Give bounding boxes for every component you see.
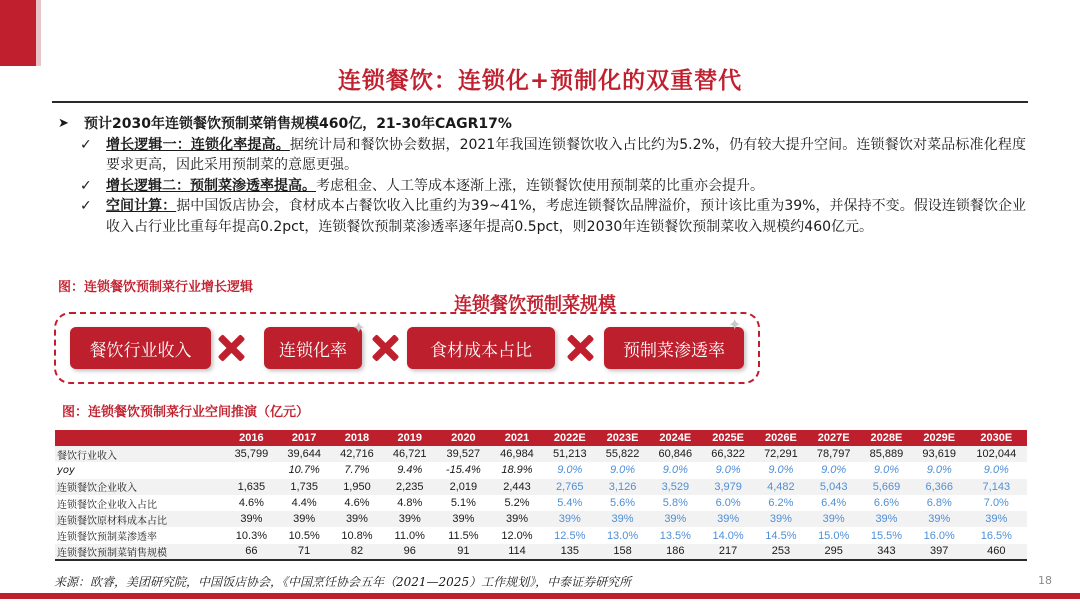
sub-bullet-growth-logic-1 (58, 135, 1026, 176)
forecast-table (55, 430, 1027, 561)
row-label: 连锁餐饮企业收入占比 (57, 499, 157, 511)
table-cell: 82 (331, 544, 384, 560)
table-cell: 3,979 (702, 479, 755, 495)
table-cell: 14.5% (765, 529, 797, 542)
year-header-cell: 2019 (383, 430, 436, 446)
table-cell: 7.0% (983, 497, 1009, 510)
bullet-list (58, 114, 1026, 237)
row-label: yoy (57, 464, 75, 476)
table-cell: 5,043 (807, 479, 860, 495)
table-cell: 39% (225, 511, 278, 527)
row-label: 连锁餐饮原材料成本占比 (55, 511, 225, 527)
table-cell: 10.5% (288, 529, 320, 542)
main-bullet-text: 预计2030年连锁餐饮预制菜销售规模460亿，21-30年CAGR17% (84, 116, 512, 132)
table-cell: 102,044 (966, 446, 1027, 462)
table-row (55, 446, 1027, 462)
year-header-cell: 2027E (807, 430, 860, 446)
table-cell: 18.9% (501, 464, 533, 477)
table-cell: 343 (860, 544, 913, 560)
year-header-cell: 2021 (491, 430, 544, 446)
table-cell: 4.4% (291, 497, 317, 510)
table-cell: 9.0% (873, 464, 899, 477)
table-cell: 78,797 (807, 446, 860, 462)
table-row (55, 511, 1027, 527)
year-header-cell: 2022E (543, 430, 596, 446)
table-cell: 39% (649, 511, 702, 527)
table-cell: 16.0% (923, 529, 955, 542)
table-cell: 12.0% (501, 529, 533, 542)
sub-bullet-lead: 空间计算： (106, 198, 177, 214)
checkmark-icon: ✓ (80, 198, 92, 214)
table-cell: 5.8% (662, 497, 688, 510)
table-cell: 2,235 (383, 479, 436, 495)
table-row (55, 479, 1027, 495)
year-header-cell: 2029E (913, 430, 966, 446)
table-cell: 46,721 (383, 446, 436, 462)
factor-chain-rate: 连锁化率 (264, 327, 362, 369)
table-cell: 158 (596, 544, 649, 560)
arrow-bullet-icon: ➤ (58, 116, 69, 131)
table-cell: 6.6% (873, 497, 899, 510)
table-cell: 13.5% (659, 529, 691, 542)
table-cell: 10.8% (341, 529, 373, 542)
table-cell: 39% (913, 511, 966, 527)
table-row (55, 527, 1027, 543)
table-cell: 2,443 (491, 479, 544, 495)
figure1-caption: 图：连锁餐饮预制菜行业增长逻辑 (58, 280, 254, 295)
table-cell: 295 (807, 544, 860, 560)
table-cell: 39% (436, 511, 490, 527)
table-cell: 9.4% (397, 464, 423, 477)
year-header-cell: 2026E (755, 430, 808, 446)
year-header-cell: 2023E (596, 430, 649, 446)
slide-title: 连锁餐饮：连锁化+预制化的双重替代 (337, 68, 743, 94)
sub-bullet-lead: 增长逻辑一：连锁化率提高。 (106, 136, 290, 153)
table-body (55, 446, 1027, 560)
table-cell: 6.4% (821, 497, 847, 510)
table-cell: 39% (807, 511, 860, 527)
figure2-caption: 图：连锁餐饮预制菜行业空间推演（亿元） (62, 405, 310, 420)
table-cell: 60,846 (649, 446, 702, 462)
row-label: 餐饮行业收入 (55, 446, 225, 462)
year-header-cell: 2025E (702, 430, 755, 446)
table-cell: 55,822 (596, 446, 649, 462)
table-cell: 1,735 (278, 479, 331, 495)
multiply-icon (217, 335, 245, 361)
table-cell: 15.0% (818, 529, 850, 542)
table-cell: 66 (225, 544, 278, 560)
sub-bullet-text: 据统计局和餐饮协会数据，2021年我国连锁餐饮收入占比约为5.2%，仍有较大提升空间。连锁餐饮对菜品标准化程度要求更高，因此采用预制菜的意愿更强。 (106, 136, 1026, 173)
year-header-cell: 2020 (436, 430, 490, 446)
row-label: 连锁餐饮预制菜销售规模 (55, 544, 225, 560)
table-cell: 91 (436, 544, 490, 560)
table-row (55, 544, 1027, 560)
source-note: 来源：欧睿，美团研究院，中国饭店协会，《中国烹饪协会五年（2021—2025）工作规划》，中泰证券研究所 (54, 575, 632, 589)
sub-bullet-text: 考虑租金、人工等成本逐渐上涨，连锁餐饮使用预制菜的比重亦会提升。 (316, 177, 764, 194)
table-cell: 4.8% (397, 497, 423, 510)
table-cell: 1,950 (331, 479, 384, 495)
formula-heading: 连锁餐饮预制菜规模 (454, 294, 616, 315)
table-cell: 135 (543, 544, 596, 560)
table-row (55, 462, 1027, 478)
table-cell: 39% (860, 511, 913, 527)
table-cell: 9.0% (768, 464, 794, 477)
year-header-cell: 2016 (225, 430, 278, 446)
table-cell: 13.0% (606, 529, 639, 542)
table-cell: 5.6% (610, 497, 636, 510)
year-header-cell: 2024E (649, 430, 702, 446)
table-cell: 39,644 (278, 446, 331, 462)
table-cell: 460 (966, 544, 1027, 560)
table-cell: 186 (649, 544, 702, 560)
table-cell: 9.0% (983, 464, 1009, 477)
table-cell: 11.0% (394, 529, 425, 542)
table-cell: 39% (278, 511, 331, 527)
checkmark-icon: ✓ (80, 136, 92, 153)
table-cell: 39% (543, 511, 596, 527)
table-cell: 39% (966, 511, 1027, 527)
table-cell: 96 (383, 544, 436, 560)
table-cell: 2,765 (543, 479, 596, 495)
table-cell: 5.2% (504, 497, 530, 510)
table-cell: 66,322 (702, 446, 755, 462)
table-cell: 9.0% (557, 464, 583, 477)
sub-bullet-growth-logic-2 (58, 176, 1026, 197)
multiply-icon (566, 335, 594, 361)
table-cell: 5.4% (557, 497, 583, 510)
multiply-icon (371, 335, 399, 361)
year-header-cell: 2017 (278, 430, 331, 446)
table-cell: 7.7% (344, 464, 370, 477)
table-cell: 9.0% (715, 464, 741, 477)
table-cell: 35,799 (225, 446, 278, 462)
table-cell: 217 (702, 544, 755, 560)
table-cell: 4,482 (755, 479, 808, 495)
table-cell: 42,716 (331, 446, 384, 462)
table-cell: 14.0% (712, 529, 744, 542)
table-cell: 6,366 (913, 479, 966, 495)
table-cell: -15.4% (445, 464, 481, 477)
table-cell: 71 (278, 544, 331, 560)
sub-bullet-lead: 增长逻辑二：预制菜渗透率提高。 (106, 177, 316, 194)
table-cell: 16.5% (980, 529, 1012, 542)
table-cell: 114 (491, 544, 544, 560)
table-cell: 39% (383, 511, 436, 527)
sub-bullet-space-calc (58, 196, 1026, 237)
table-cell: 9.0% (926, 464, 952, 477)
sparkle-icon: ✦ (352, 318, 366, 337)
factor-restaurant-revenue: 餐饮行业收入 (70, 327, 211, 369)
row-label: 连锁餐饮预制菜渗透率 (57, 532, 157, 544)
sub-bullet-text: 据中国饭店协会，食材成本占餐饮收入比重约为39~41%，考虑连锁餐饮品牌溢价，预计该比重为39%，并保持不变。假设连锁餐饮企业收入占行业比重每年提高0.2pct，连锁餐饮预制菜渗透率逐年提高0.5pct，则2030年连锁餐饮预制菜收入规模约460亿元。 (106, 198, 1026, 235)
table-cell: 2,019 (436, 479, 490, 495)
table-cell: 10.7% (288, 464, 320, 477)
table-cell: 1,635 (225, 479, 278, 495)
year-header-cell: 2018 (331, 430, 384, 446)
header-corner-cell (55, 430, 225, 446)
table-cell: 6.8% (926, 497, 952, 510)
checkmark-icon: ✓ (80, 177, 92, 194)
factor-prepared-food-penetration: 预制菜渗透率 (604, 327, 744, 369)
table-header-row (55, 430, 1027, 446)
year-header-cell: 2030E (966, 430, 1027, 446)
table-cell: 10.3% (235, 529, 267, 542)
bottom-accent-bar (0, 593, 1080, 599)
table-cell: 93,619 (913, 446, 966, 462)
table-cell: 4.6% (344, 497, 370, 510)
table-cell: 72,291 (755, 446, 808, 462)
table-cell: 46,984 (491, 446, 544, 462)
table-cell: 12.5% (554, 529, 586, 542)
table-cell: 3,126 (596, 479, 649, 495)
table-row (55, 495, 1027, 511)
row-label: 连锁餐饮企业收入 (55, 479, 225, 495)
table-cell: 39% (331, 511, 384, 527)
table-cell: 5,669 (860, 479, 913, 495)
sparkle-icon: ✦ (728, 315, 742, 334)
table-cell: 39% (755, 511, 808, 527)
title-divider (52, 101, 1028, 103)
table-cell: 3,529 (649, 479, 702, 495)
table-cell: 39% (491, 511, 544, 527)
table-cell: 6.2% (768, 497, 794, 510)
table-cell: 39% (596, 511, 649, 527)
table-cell: 9.0% (821, 464, 847, 477)
page-number: 18 (1038, 574, 1052, 587)
table-cell: 39,527 (436, 446, 490, 462)
table-cell: 9.0% (610, 464, 636, 477)
table-cell: 253 (755, 544, 808, 560)
table-cell: 7,143 (966, 479, 1027, 495)
factor-ingredient-cost-share: 食材成本占比 (407, 327, 555, 369)
table-cell: 51,213 (543, 446, 596, 462)
table-cell: 15.5% (870, 529, 903, 542)
table-cell: 4.6% (238, 497, 264, 510)
table-cell: 6.0% (715, 497, 741, 510)
table-cell: 9.0% (662, 464, 688, 477)
corner-accent (0, 0, 36, 66)
table-cell (225, 462, 278, 478)
table-cell: 11.5% (448, 529, 479, 542)
table-cell: 39% (702, 511, 755, 527)
main-bullet (58, 114, 1026, 135)
table-cell: 397 (913, 544, 966, 560)
table-cell: 5.1% (450, 497, 476, 510)
year-header-cell: 2028E (860, 430, 913, 446)
table-cell: 85,889 (860, 446, 913, 462)
